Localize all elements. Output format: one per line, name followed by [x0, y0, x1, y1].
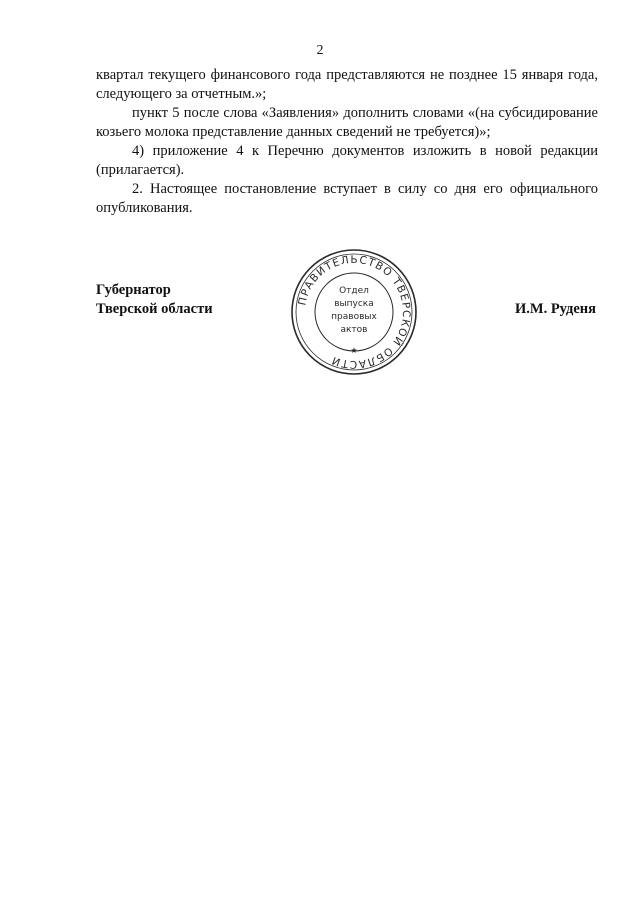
stamp-center-line-1: Отдел: [339, 286, 369, 296]
paragraph-item-5: пункт 5 после слова «Заявления» дополнить словами «(на субсидирование козьего молока представление данных сведений не требуется)»;: [96, 105, 598, 140]
official-stamp: [289, 247, 419, 377]
svg-text:★: ★: [350, 346, 358, 355]
stamp-center-line-4: актов: [340, 325, 368, 335]
paragraph-continuation: квартал текущего финансового года представляются не позднее 15 января года, следующего за отчетным.»;: [96, 67, 598, 102]
signatory-position-line2: Тверской области: [96, 301, 213, 317]
signatory-position-line1: Губернатор: [96, 282, 171, 298]
page-number: 2: [316, 43, 324, 58]
document-body: [96, 66, 598, 218]
signatory-position: [96, 281, 213, 319]
paragraph-item-4: 4) приложение 4 к Перечню документов изложить в новой редакции (прилагается).: [96, 143, 598, 178]
stamp-ring-text: ПРАВИТЕЛЬСТВО ТВЕРСКОЙ ОБЛАСТИ: [296, 253, 413, 371]
paragraph-effective-date: 2. Настоящее постановление вступает в силу со дня его официального опубликования.: [96, 181, 598, 216]
stamp-center-line-2: выпуска: [334, 299, 374, 309]
stamp-center-line-3: правовых: [331, 312, 377, 322]
signatory-name: И.М. Руденя: [514, 301, 596, 317]
